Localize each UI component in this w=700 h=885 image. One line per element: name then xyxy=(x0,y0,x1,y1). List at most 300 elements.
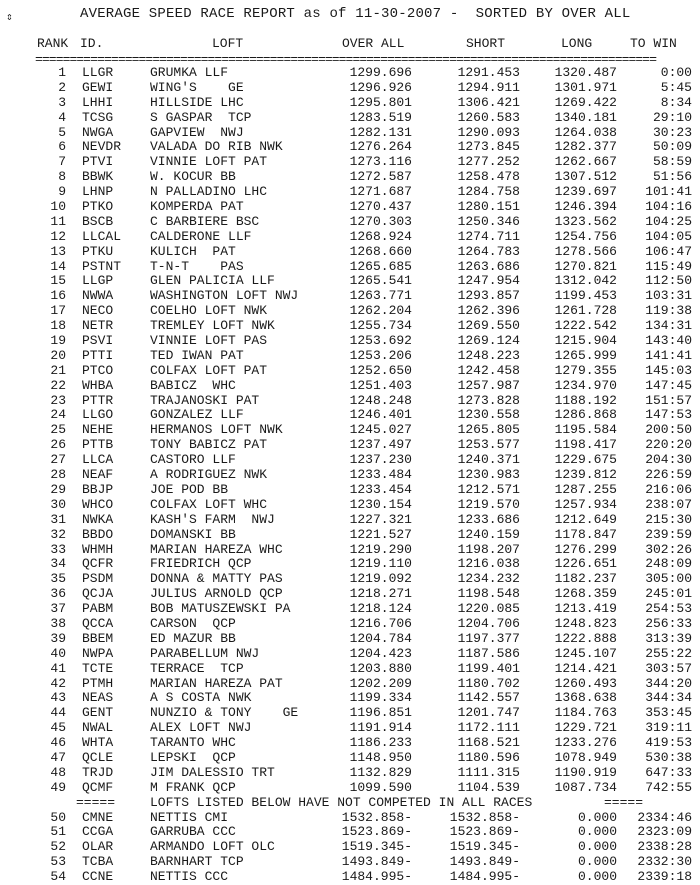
cell-towin: 51:56 xyxy=(652,169,692,185)
cell-towin: 204:30 xyxy=(645,452,692,468)
cell-towin: 419:53 xyxy=(645,735,692,751)
table-row xyxy=(0,691,700,706)
cell-long: 0.000 xyxy=(577,839,617,855)
cell-overall: 1270.303 xyxy=(349,213,412,229)
cell-loft: BARNHART TCP xyxy=(150,854,244,870)
cell-loft: GAPVIEW NWJ xyxy=(150,124,244,140)
cell-overall: 1273.116 xyxy=(349,154,412,170)
cell-rank: 26 xyxy=(50,437,66,453)
cell-rank: 51 xyxy=(50,824,66,840)
cell-loft: T-N-T PAS xyxy=(150,258,244,274)
cell-towin: 647:33 xyxy=(645,764,692,780)
cell-rank: 33 xyxy=(50,541,66,557)
cell-long: 1264.038 xyxy=(554,124,617,140)
cell-loft: A S COSTA NWK xyxy=(150,690,252,706)
cell-towin: 216:06 xyxy=(645,481,692,497)
cell-long: 1222.542 xyxy=(554,318,617,334)
cell-overall: 1253.206 xyxy=(349,347,412,363)
table-row xyxy=(0,289,700,304)
table-row xyxy=(0,498,700,513)
cell-long: 1239.697 xyxy=(554,184,617,200)
cell-towin: 134:31 xyxy=(645,318,692,334)
cell-loft: TRAJANOSKI PAT xyxy=(150,392,260,408)
table-row xyxy=(0,319,700,334)
table-row xyxy=(0,245,700,260)
cell-short: 1233.686 xyxy=(457,511,520,527)
row-marker-icon: ⇕ xyxy=(6,12,13,24)
cell-short: 1257.987 xyxy=(457,377,520,393)
cell-long: 1215.904 xyxy=(554,333,617,349)
cell-long: 1368.638 xyxy=(554,690,617,706)
cell-loft: DOMANSKI BB xyxy=(150,526,236,542)
cell-towin: 2339:18 xyxy=(637,869,692,885)
cell-towin: 151:57 xyxy=(645,392,692,408)
cell-short: 1187.586 xyxy=(457,645,520,661)
cell-long: 1246.394 xyxy=(554,199,617,215)
cell-short: 1104.539 xyxy=(457,779,520,795)
cell-long: 1226.651 xyxy=(554,556,617,572)
cell-short: 1484.995- xyxy=(449,869,520,885)
cell-id: NWGA xyxy=(82,124,114,140)
cell-rank: 9 xyxy=(58,184,66,200)
cell-id: LLCAL xyxy=(82,228,122,244)
cell-id: CMNE xyxy=(82,809,114,825)
cell-loft: VINNIE LOFT PAS xyxy=(150,333,268,349)
cell-long: 1282.377 xyxy=(554,139,617,155)
cell-long: 1320.487 xyxy=(554,65,617,80)
cell-rank: 10 xyxy=(50,199,66,215)
cell-short: 1284.758 xyxy=(457,184,520,200)
cell-overall: 1268.924 xyxy=(349,228,412,244)
cell-short: 1197.377 xyxy=(457,630,520,646)
cell-overall: 1272.587 xyxy=(349,169,412,185)
cell-towin: 239:59 xyxy=(645,526,692,542)
cell-loft: TREMLEY LOFT NWK xyxy=(150,318,275,334)
table-row xyxy=(0,647,700,662)
cell-towin: 255:22 xyxy=(645,645,692,661)
cell-rank: 25 xyxy=(50,422,66,438)
cell-overall: 1196.851 xyxy=(349,705,412,721)
cell-loft: KULICH PAT xyxy=(150,243,236,259)
cell-id: BBEM xyxy=(82,630,114,646)
cell-long: 1269.422 xyxy=(554,94,617,110)
cell-rank: 22 xyxy=(50,377,66,393)
cell-loft: CASTORO LLF xyxy=(150,452,236,468)
cell-id: WHBA xyxy=(82,377,114,393)
cell-short: 1253.577 xyxy=(457,437,520,453)
cell-long: 1268.359 xyxy=(554,586,617,602)
cell-short: 1111.315 xyxy=(457,764,520,780)
cell-id: WHCO xyxy=(82,496,114,512)
cell-overall: 1227.321 xyxy=(349,511,412,527)
cell-short: 1291.453 xyxy=(457,65,520,80)
cell-short: 1216.038 xyxy=(457,556,520,572)
cell-rank: 17 xyxy=(50,303,66,319)
cell-id: QCCA xyxy=(82,615,114,631)
table-row xyxy=(0,96,700,111)
cell-long: 0.000 xyxy=(577,869,617,885)
cell-long: 1312.042 xyxy=(554,273,617,289)
cell-loft: C BARBIERE BSC xyxy=(150,213,260,229)
cell-loft: GARRUBA CCC xyxy=(150,824,236,840)
cell-overall: 1233.484 xyxy=(349,467,412,483)
cell-overall: 1523.869- xyxy=(341,824,412,840)
table-row xyxy=(0,483,700,498)
cell-overall: 1493.849- xyxy=(341,854,412,870)
cell-towin: 104:16 xyxy=(645,199,692,215)
cell-rank: 13 xyxy=(50,243,66,259)
cell-rank: 54 xyxy=(50,869,66,885)
cell-long: 1229.675 xyxy=(554,452,617,468)
table-row xyxy=(0,453,700,468)
cell-id: PTKO xyxy=(82,199,114,215)
cell-id: LLCA xyxy=(82,452,114,468)
table-row xyxy=(0,170,700,185)
table-row xyxy=(0,155,700,170)
cell-overall: 1276.264 xyxy=(349,139,412,155)
divider-note: LOFTS LISTED BELOW HAVE NOT COMPETED IN ALL RACES xyxy=(150,794,533,810)
cell-loft: ED MAZUR BB xyxy=(150,630,236,646)
cell-long: 1262.667 xyxy=(554,154,617,170)
cell-id: TCBA xyxy=(82,854,114,870)
cell-overall: 1216.706 xyxy=(349,615,412,631)
cell-loft: COELHO LOFT NWK xyxy=(150,303,268,319)
cell-loft: N PALLADINO LHC xyxy=(150,184,268,200)
cell-long: 1287.255 xyxy=(554,481,617,497)
cell-long: 1261.728 xyxy=(554,303,617,319)
cell-long: 0.000 xyxy=(577,809,617,825)
cell-short: 1269.550 xyxy=(457,318,520,334)
cell-overall: 1218.124 xyxy=(349,601,412,617)
cell-overall: 1248.248 xyxy=(349,392,412,408)
cell-rank: 30 xyxy=(50,496,66,512)
cell-rank: 5 xyxy=(58,124,66,140)
cell-long: 1276.299 xyxy=(554,541,617,557)
cell-long: 1178.847 xyxy=(554,526,617,542)
cell-overall: 1186.233 xyxy=(349,735,412,751)
table-row xyxy=(0,334,700,349)
cell-overall: 1283.519 xyxy=(349,109,412,125)
table-row xyxy=(0,811,700,826)
cell-loft: VINNIE LOFT PAT xyxy=(150,154,268,170)
cell-rank: 50 xyxy=(50,809,66,825)
cell-loft: HILLSIDE LHC xyxy=(150,94,244,110)
table-row xyxy=(0,587,700,602)
cell-rank: 52 xyxy=(50,839,66,855)
cell-short: 1274.711 xyxy=(457,228,520,244)
cell-id: BBDO xyxy=(82,526,114,542)
cell-long: 1260.493 xyxy=(554,675,617,691)
cell-short: 1273.828 xyxy=(457,392,520,408)
cell-long: 1245.107 xyxy=(554,645,617,661)
cell-rank: 32 xyxy=(50,526,66,542)
cell-loft: TARANTO WHC xyxy=(150,735,236,751)
cell-short: 1280.151 xyxy=(457,199,520,215)
table-row xyxy=(0,572,700,587)
cell-loft: MARIAN HAREZA PAT xyxy=(150,675,283,691)
cell-id: PTMH xyxy=(82,675,114,691)
cell-towin: 8:34 xyxy=(660,94,692,110)
cell-rank: 24 xyxy=(50,407,66,423)
table-row xyxy=(0,260,700,275)
cell-long: 1212.649 xyxy=(554,511,617,527)
table-row xyxy=(0,200,700,215)
cell-short: 1230.558 xyxy=(457,407,520,423)
cell-short: 1230.983 xyxy=(457,467,520,483)
cell-short: 1250.346 xyxy=(457,213,520,229)
table-row xyxy=(0,126,700,141)
cell-overall: 1296.926 xyxy=(349,79,412,95)
cell-short: 1240.371 xyxy=(457,452,520,468)
divider-right-rule: ===== xyxy=(604,794,644,810)
cell-short: 1263.686 xyxy=(457,258,520,274)
cell-towin: 254:53 xyxy=(645,601,692,617)
cell-short: 1532.858- xyxy=(449,809,520,825)
cell-long: 1286.868 xyxy=(554,407,617,423)
cell-short: 1201.747 xyxy=(457,705,520,721)
cell-towin: 141:41 xyxy=(645,347,692,363)
cell-short: 1199.401 xyxy=(457,660,520,676)
cell-long: 0.000 xyxy=(577,854,617,870)
cell-towin: 319:11 xyxy=(645,720,692,736)
cell-id: LHNP xyxy=(82,184,114,200)
cell-loft: HERMANOS LOFT NWK xyxy=(150,422,283,438)
cell-rank: 21 xyxy=(50,362,66,378)
cell-id: WHMH xyxy=(82,541,114,557)
cell-loft: CALDERONE LLF xyxy=(150,228,252,244)
cell-loft: JIM DALESSIO TRT xyxy=(150,764,275,780)
cell-loft: KASH'S FARM NWJ xyxy=(150,511,275,527)
cell-overall: 1265.541 xyxy=(349,273,412,289)
cell-towin: 119:38 xyxy=(645,303,692,319)
cell-overall: 1219.092 xyxy=(349,571,412,587)
cell-rank: 48 xyxy=(50,764,66,780)
cell-towin: 303:57 xyxy=(645,660,692,676)
table-row xyxy=(0,632,700,647)
table-row xyxy=(0,364,700,379)
cell-loft: CARSON QCP xyxy=(150,615,236,631)
cell-overall: 1519.345- xyxy=(341,839,412,855)
cell-overall: 1199.334 xyxy=(349,690,412,706)
table-row xyxy=(0,706,700,721)
table-row xyxy=(0,602,700,617)
cell-loft: COLFAX LOFT WHC xyxy=(150,496,268,512)
cell-rank: 19 xyxy=(50,333,66,349)
cell-towin: 200:50 xyxy=(645,422,692,438)
cell-long: 1248.823 xyxy=(554,615,617,631)
cell-overall: 1245.027 xyxy=(349,422,412,438)
table-row xyxy=(0,751,700,766)
cell-loft: JULIUS ARNOLD QCP xyxy=(150,586,283,602)
cell-rank: 40 xyxy=(50,645,66,661)
cell-short: 1234.232 xyxy=(457,571,520,587)
cell-overall: 1252.650 xyxy=(349,362,412,378)
cell-long: 1307.512 xyxy=(554,169,617,185)
cell-long: 1254.756 xyxy=(554,228,617,244)
cell-id: NEAF xyxy=(82,467,114,483)
cell-towin: 313:39 xyxy=(645,630,692,646)
header-id: ID. xyxy=(80,36,104,51)
cell-rank: 35 xyxy=(50,571,66,587)
cell-id: BBWK xyxy=(82,169,114,185)
cell-loft: LEPSKI QCP xyxy=(150,749,236,765)
cell-towin: 344:20 xyxy=(645,675,692,691)
cell-long: 1188.192 xyxy=(554,392,617,408)
table-row xyxy=(0,423,700,438)
cell-id: QCJA xyxy=(82,586,114,602)
cell-overall: 1271.687 xyxy=(349,184,412,200)
cell-rank: 7 xyxy=(58,154,66,170)
cell-overall: 1219.110 xyxy=(349,556,412,572)
cell-towin: 220:20 xyxy=(645,437,692,453)
cell-loft: ALEX LOFT NWJ xyxy=(150,720,252,736)
cell-towin: 353:45 xyxy=(645,705,692,721)
cell-long: 1229.721 xyxy=(554,720,617,736)
cell-towin: 2338:28 xyxy=(637,839,692,855)
cell-towin: 2334:46 xyxy=(637,809,692,825)
cell-towin: 5:45 xyxy=(660,79,692,95)
cell-short: 1258.478 xyxy=(457,169,520,185)
cell-long: 1222.888 xyxy=(554,630,617,646)
cell-overall: 1230.154 xyxy=(349,496,412,512)
cell-rank: 39 xyxy=(50,630,66,646)
cell-loft: NETTIS CCC xyxy=(150,869,229,885)
table-row xyxy=(0,721,700,736)
cell-loft: A RODRIGUEZ NWK xyxy=(150,467,268,483)
table-row xyxy=(0,408,700,423)
cell-overall: 1255.734 xyxy=(349,318,412,334)
cell-short: 1247.954 xyxy=(457,273,520,289)
table-row xyxy=(0,855,700,870)
cell-short: 1248.223 xyxy=(457,347,520,363)
cell-rank: 14 xyxy=(50,258,66,274)
cell-towin: 104:25 xyxy=(645,213,692,229)
cell-loft: BOB MATUSZEWSKI PA xyxy=(150,601,291,617)
cell-overall: 1221.527 xyxy=(349,526,412,542)
cell-loft: NUNZIO & TONY GE xyxy=(150,705,299,721)
cell-loft: NETTIS CMI xyxy=(150,809,229,825)
cell-rank: 47 xyxy=(50,749,66,765)
cell-towin: 101:41 xyxy=(645,184,692,200)
cell-short: 1306.421 xyxy=(457,94,520,110)
cell-id: PTKU xyxy=(82,243,114,259)
cell-short: 1290.093 xyxy=(457,124,520,140)
cell-overall: 1251.403 xyxy=(349,377,412,393)
cell-towin: 29:10 xyxy=(652,109,692,125)
cell-rank: 49 xyxy=(50,779,66,795)
table-row xyxy=(0,394,700,409)
cell-short: 1260.583 xyxy=(457,109,520,125)
cell-short: 1493.849- xyxy=(449,854,520,870)
cell-loft: ARMANDO LOFT OLC xyxy=(150,839,275,855)
report-title: AVERAGE SPEED RACE REPORT as of 11-30-2007 - SORTED BY OVER ALL xyxy=(80,6,631,22)
cell-long: 1078.949 xyxy=(554,749,617,765)
cell-towin: 58:59 xyxy=(652,154,692,170)
cell-id: NETR xyxy=(82,318,114,334)
cell-overall: 1204.423 xyxy=(349,645,412,661)
cell-id: BSCB xyxy=(82,213,114,229)
cell-towin: 0:00 xyxy=(660,65,692,80)
table-row xyxy=(0,230,700,245)
cell-id: LHHI xyxy=(82,94,114,110)
cell-long: 1278.566 xyxy=(554,243,617,259)
cell-towin: 103:31 xyxy=(645,288,692,304)
cell-rank: 28 xyxy=(50,467,66,483)
cell-long: 1184.763 xyxy=(554,705,617,721)
cell-long: 1265.999 xyxy=(554,347,617,363)
cell-id: PSDM xyxy=(82,571,114,587)
cell-id: BBJP xyxy=(82,481,114,497)
cell-towin: 30:23 xyxy=(652,124,692,140)
table-row xyxy=(0,274,700,289)
cell-overall: 1233.454 xyxy=(349,481,412,497)
cell-overall: 1262.204 xyxy=(349,303,412,319)
cell-rank: 43 xyxy=(50,690,66,706)
cell-rank: 20 xyxy=(50,347,66,363)
cell-loft: M FRANK QCP xyxy=(150,779,236,795)
cell-loft: COLFAX LOFT PAT xyxy=(150,362,268,378)
cell-id: PTTI xyxy=(82,347,114,363)
cell-rank: 8 xyxy=(58,169,66,185)
cell-id: PTTB xyxy=(82,437,114,453)
cell-long: 1198.417 xyxy=(554,437,617,453)
cell-id: NWPA xyxy=(82,645,114,661)
cell-long: 1340.181 xyxy=(554,109,617,125)
cell-loft: TERRACE TCP xyxy=(150,660,244,676)
cell-long: 1239.812 xyxy=(554,467,617,483)
divider-left-rule: ===== xyxy=(76,794,116,810)
cell-towin: 112:50 xyxy=(645,273,692,289)
cell-loft: BABICZ WHC xyxy=(150,377,236,393)
table-row xyxy=(0,543,700,558)
table-row xyxy=(0,111,700,126)
cell-towin: 106:47 xyxy=(645,243,692,259)
cell-towin: 305:00 xyxy=(645,571,692,587)
cell-towin: 2332:30 xyxy=(637,854,692,870)
cell-short: 1198.207 xyxy=(457,541,520,557)
table-row xyxy=(0,736,700,751)
cell-rank: 11 xyxy=(50,213,66,229)
cell-rank: 12 xyxy=(50,228,66,244)
cell-overall: 1246.401 xyxy=(349,407,412,423)
cell-overall: 1148.950 xyxy=(349,749,412,765)
cell-loft: GONZALEZ LLF xyxy=(150,407,244,423)
table-row xyxy=(0,528,700,543)
cell-loft: PARABELLUM NWJ xyxy=(150,645,260,661)
cell-rank: 23 xyxy=(50,392,66,408)
table-row xyxy=(0,379,700,394)
cell-long: 1257.934 xyxy=(554,496,617,512)
cell-short: 1212.571 xyxy=(457,481,520,497)
cell-towin: 2323:09 xyxy=(637,824,692,840)
cell-towin: 143:40 xyxy=(645,333,692,349)
cell-rank: 15 xyxy=(50,273,66,289)
cell-rank: 53 xyxy=(50,854,66,870)
header-over-all: OVER ALL xyxy=(342,36,405,51)
cell-id: PTVI xyxy=(82,154,114,170)
cell-loft: FRIEDRICH QCP xyxy=(150,556,252,572)
column-header-row xyxy=(0,36,700,52)
cell-towin: 145:03 xyxy=(645,362,692,378)
table-row xyxy=(0,677,700,692)
cell-towin: 215:30 xyxy=(645,511,692,527)
cell-id: PSVI xyxy=(82,333,114,349)
cell-rank: 27 xyxy=(50,452,66,468)
table-row xyxy=(0,825,700,840)
cell-rank: 38 xyxy=(50,615,66,631)
cell-id: NWAL xyxy=(82,720,114,736)
table-row xyxy=(0,140,700,155)
